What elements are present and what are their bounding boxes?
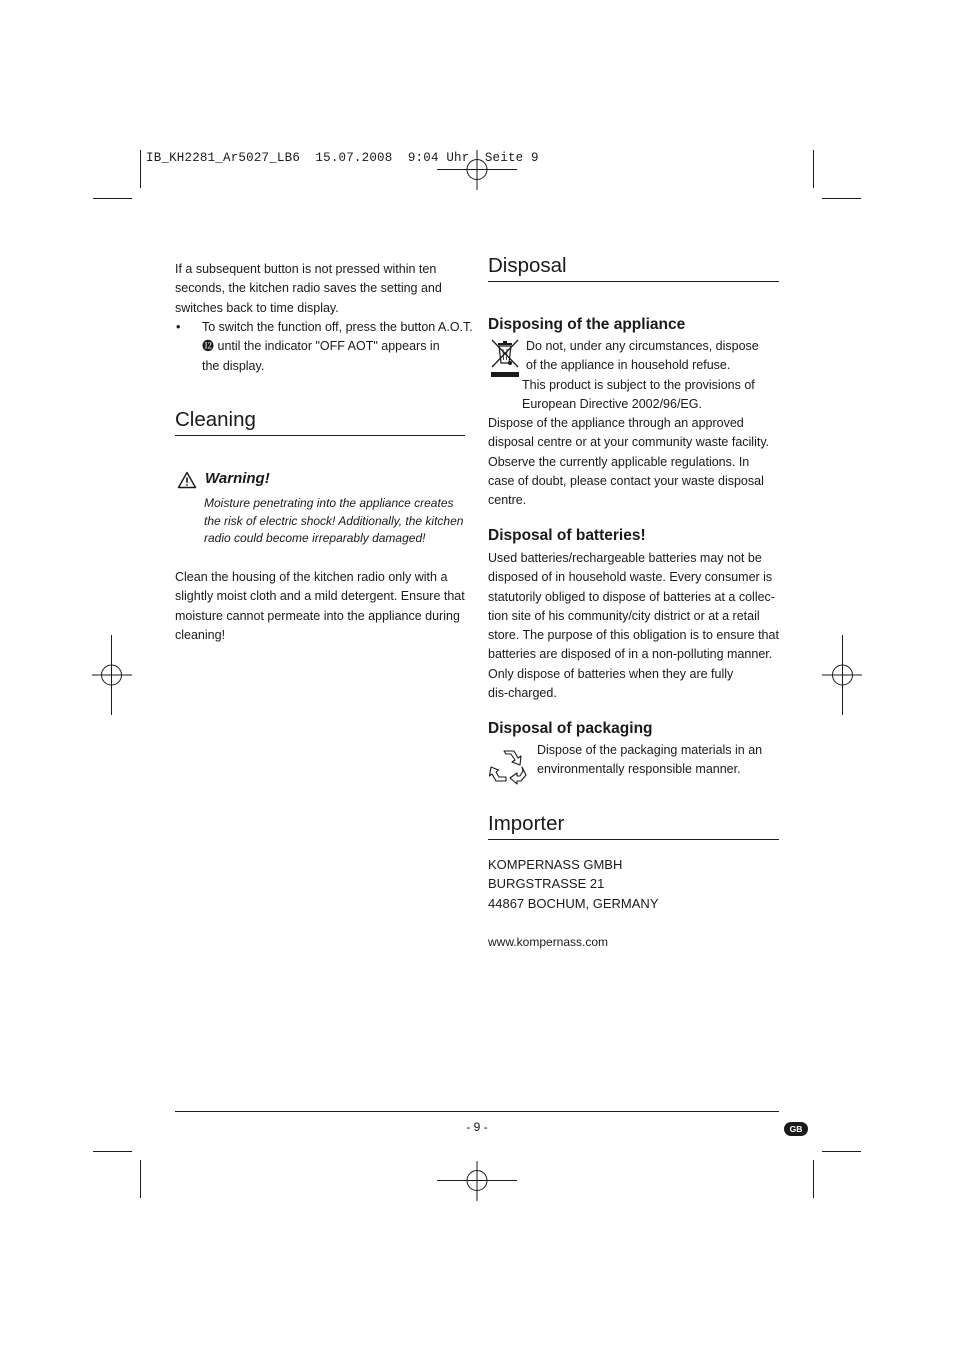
disposing-appliance-heading: Disposing of the appliance [488, 316, 686, 333]
packaging-heading: Disposal of packaging [488, 720, 653, 737]
warning-triangle-icon [177, 471, 197, 489]
registration-mark-right [822, 635, 862, 715]
recycle-icon [489, 745, 529, 785]
batteries-heading: Disposal of batteries! [488, 527, 646, 544]
text-line: switches back to time display. [175, 300, 339, 315]
text-line: Dispose of the appliance through an approved [488, 416, 744, 430]
warning-title: Warning! [205, 470, 270, 487]
bullet-item [175, 318, 473, 376]
text-line: the display. [202, 358, 265, 373]
text-line: Only dispose of batteries when they are fully [488, 666, 734, 681]
text-line: Observe the currently applicable regulations. In [488, 454, 750, 469]
text-line: Dispose of the packaging materials in an [537, 743, 763, 757]
text-line: cleaning! [175, 627, 226, 642]
intro-paragraph [175, 260, 442, 318]
text-line: statutorily obliged to dispose of batteries at a collec- [488, 589, 775, 604]
importer-website: www.kompernass.com [488, 935, 609, 949]
importer-heading: Importer [488, 812, 565, 835]
print-slug: IB_KH2281_Ar5027_LB6 15.07.2008 9:04 Uhr Seite 9 [146, 151, 539, 165]
text-line: Used batteries/rechargeable batteries may not be [488, 551, 762, 565]
batteries-paragraph [488, 549, 779, 703]
disposal-heading: Disposal [488, 254, 567, 277]
text-line: moisture cannot permeate into the appliance during [175, 608, 460, 623]
text-line: case of doubt, please contact your waste disposal [488, 473, 764, 488]
text-line: Clean the housing of the kitchen radio only with a [175, 570, 448, 584]
appliance-paragraph [488, 414, 769, 510]
text-line: 44867 BOCHUM, GERMANY [488, 895, 659, 911]
heading-rule [488, 281, 779, 282]
bullet-symbol: • [176, 320, 181, 334]
circled-number-icon: ⓬ [202, 339, 215, 354]
text-line: slightly moist cloth and a mild detergent. Ensure that [175, 589, 465, 604]
text-line: store. The purpose of this obligation is to ensure that [488, 628, 779, 643]
page-number: - 9 - [466, 1120, 488, 1134]
text-line: Do not, under any circumstances, dispose [526, 339, 759, 353]
text-line: If a subsequent button is not pressed within ten [175, 262, 437, 276]
text-line: To switch the function off, press the button A.O.T. [202, 320, 473, 334]
text-line: batteries are disposed of in a non-polluting manner. [488, 647, 773, 662]
appliance-indented-text [522, 337, 759, 414]
text-line: disposed of in household waste. Every consumer is [488, 570, 773, 585]
text-line: tion site of his community/city district or at a retail [488, 608, 760, 623]
cleaning-heading: Cleaning [175, 408, 256, 431]
warning-text [204, 495, 463, 548]
text-line: seconds, the kitchen radio saves the setting and [175, 281, 442, 296]
text-line: Moisture penetrating into the appliance creates [204, 496, 454, 510]
text-line: until the indicator "OFF AOT" appears in [214, 339, 440, 354]
country-badge: GB [784, 1122, 808, 1136]
packaging-paragraph [537, 741, 762, 780]
text-line: radio could become irreparably damaged! [204, 531, 426, 546]
text-line: disposal centre or at your community waste facility. [488, 435, 770, 450]
text-line: This product is subject to the provisions of [522, 377, 755, 392]
importer-address [488, 855, 659, 913]
text-line: KOMPERNASS GMBH [488, 857, 623, 872]
text-line: the risk of electric shock! Additionally, the kitchen [204, 513, 464, 528]
heading-rule [488, 839, 779, 840]
registration-mark-bottom [437, 1161, 517, 1201]
cleaning-paragraph [175, 568, 465, 645]
text-line: dis-charged. [488, 686, 557, 701]
crossed-out-bin-icon [489, 337, 521, 379]
heading-rule [175, 435, 465, 436]
text-line: BURGSTRASSE 21 [488, 876, 605, 892]
footer-rule [175, 1111, 779, 1112]
text-line: of the appliance in household refuse. [526, 358, 731, 373]
text-line: environmentally responsible manner. [537, 762, 741, 777]
registration-mark-left [92, 635, 132, 715]
text-line: centre. [488, 493, 527, 508]
text-line: European Directive 2002/96/EG. [522, 396, 702, 411]
